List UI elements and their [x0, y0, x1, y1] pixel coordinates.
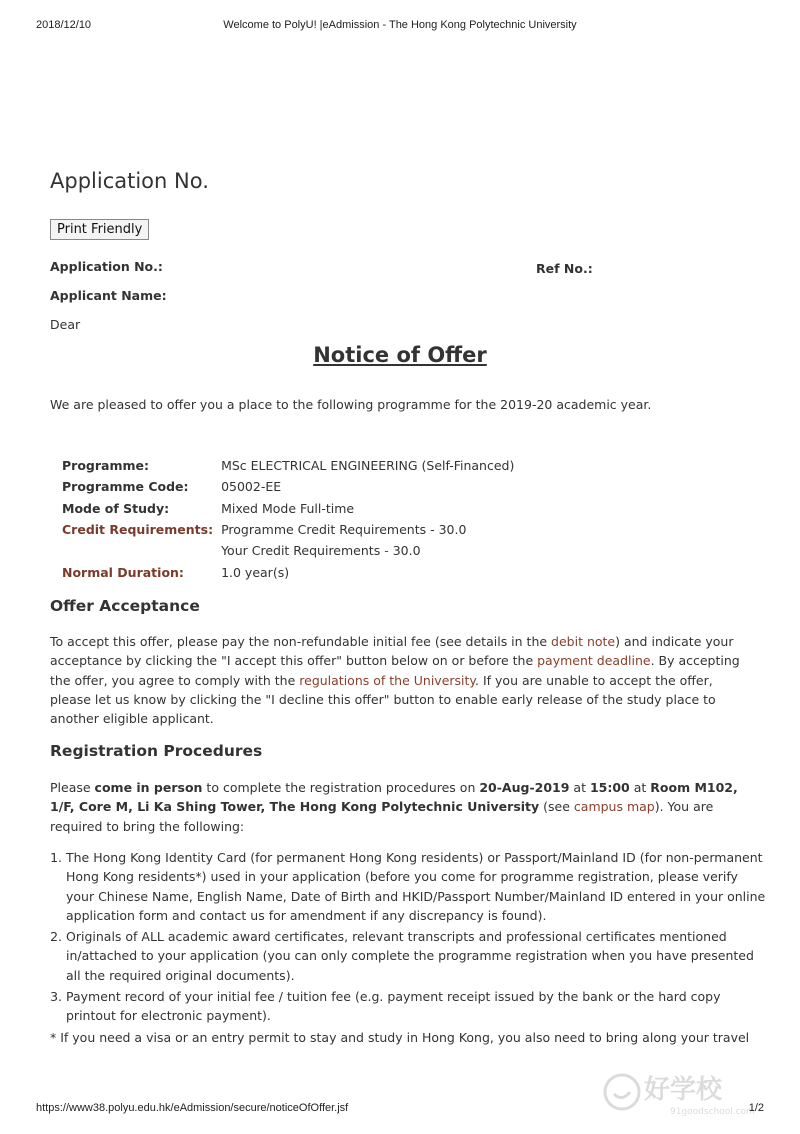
list-item: 3. Payment record of your initial fee / tuition fee (e.g. payment receipt issued by the bank or the hard copy printout for electronic payment).	[66, 987, 766, 1026]
programme-code-value: 05002-EE	[221, 479, 282, 495]
print-page-title: Welcome to PolyU! |eAdmission - The Hong Kong Polytechnic University	[223, 19, 577, 31]
programme-credit-requirements: Programme Credit Requirements - 30.0	[221, 522, 467, 538]
regulations-link[interactable]: regulations of the University	[299, 672, 476, 688]
your-credit-row	[58, 540, 518, 561]
credit-requirements-label: Credit Requirements:	[62, 522, 214, 538]
notice-title: Notice of Offer	[313, 343, 487, 367]
print-friendly-button[interactable]: Print Friendly	[50, 219, 149, 240]
visa-note: * If you need a visa or an entry permit to stay and study in Hong Kong, you also need to bring along your travel	[50, 1030, 750, 1045]
page-url: https://www38.polyu.edu.hk/eAdmission/secure/noticeOfOffer.jsf	[36, 1102, 349, 1114]
programme-code-label: Programme Code:	[62, 479, 189, 495]
applicant-name-label: Applicant Name:	[50, 288, 167, 303]
programme-row	[58, 455, 518, 476]
offer-acceptance-text: To accept this offer, please pay the non-refundable initial fee (see details in the debit note) and indicate your acceptance by clicking the "I accept this offer" button below on or before the payment deadline. By accepting the offer, you agree to comply with the regulations of the University. If you are unable to accept the offer, please let us know by clicking the "I decline this offer" button to enable early release of the study place to another eligible applicant.	[50, 634, 740, 727]
programme-value: MSc ELECTRICAL ENGINEERING (Self-Financed)	[221, 458, 515, 474]
registration-intro: Please come in person to complete the registration procedures on 20-Aug-2019 at 15:00 at Room M102, 1/F, Core M, Li Ka Shing Tower, The Hong Kong Polytechnic University (see campus map). You are required to bring the following:	[50, 780, 738, 834]
debit-note-link[interactable]: debit note	[551, 634, 616, 649]
mode-of-study-value: Mixed Mode Full-time	[221, 500, 355, 516]
list-item: 2. Originals of ALL academic award certificates, relevant transcripts and professional certificates mentioned in/attached to your application (you can only complete the programme registration when you have presented all the required original documents).	[66, 927, 766, 985]
programme-code-row	[58, 476, 518, 497]
print-date: 2018/12/10	[36, 19, 92, 31]
normal-duration-value: 1.0 year(s)	[221, 564, 290, 580]
registration-procedures-heading: Registration Procedures	[50, 742, 263, 760]
mode-of-study-row	[58, 498, 518, 519]
page-title: Application No.	[50, 169, 209, 193]
mode-of-study-label: Mode of Study:	[62, 500, 170, 516]
ref-no-label: Ref No.:	[536, 261, 593, 276]
watermark-text: 好学校	[644, 1075, 723, 1105]
normal-duration-row	[58, 561, 518, 582]
list-item: 1. The Hong Kong Identity Card (for permanent Hong Kong residents) or Passport/Mainland ID (for non-permanent Hong Kong residents*) used in your application (before you come for programme registration, please verify your Chinese Name, English Name, Date of Birth and HKID/Passport Number/Mainland ID entered in your online application form and contact us for amendment if any discrepancy is found).	[66, 848, 766, 925]
payment-deadline-link[interactable]: payment deadline	[537, 653, 651, 669]
offer-intro: We are pleased to offer you a place to the following programme for the 2019-20 academic year.	[50, 397, 652, 412]
credit-requirements-row	[58, 519, 518, 540]
required-documents-list	[50, 848, 766, 1028]
your-credit-requirements: Your Credit Requirements - 30.0	[221, 543, 421, 559]
programme-label: Programme:	[62, 458, 149, 474]
programme-details-table	[58, 455, 518, 583]
normal-duration-label: Normal Duration:	[62, 564, 184, 580]
offer-acceptance-heading: Offer Acceptance	[50, 597, 200, 615]
application-no-label: Application No.:	[50, 259, 163, 274]
campus-map-link[interactable]: campus map	[573, 799, 655, 815]
watermark-subtext: 91goodschool.com	[670, 1107, 755, 1117]
page-number: 1/2	[748, 1102, 764, 1114]
salutation: Dear	[50, 317, 81, 332]
